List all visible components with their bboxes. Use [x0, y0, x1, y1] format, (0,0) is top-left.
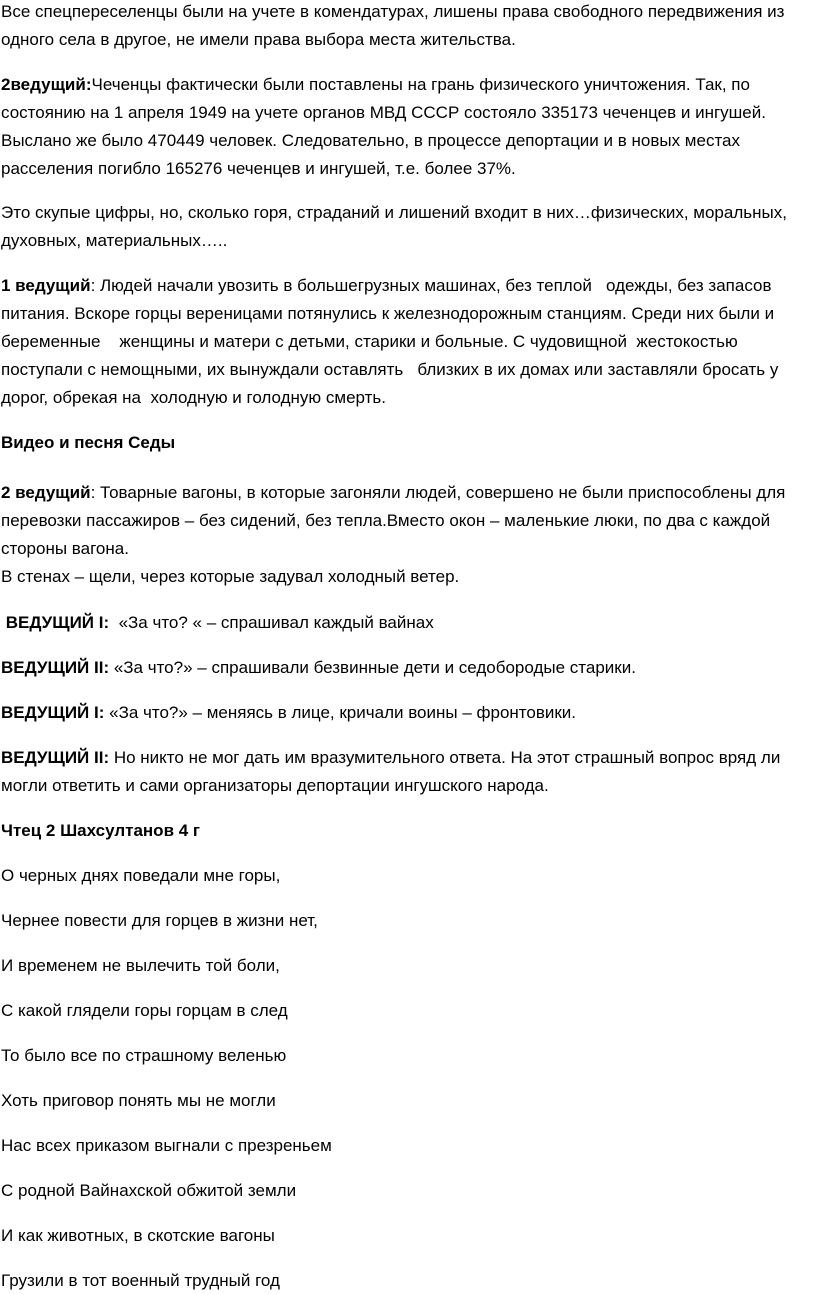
poem-line: И как животных, в скотские вагоны	[1, 1226, 275, 1245]
paragraph-host-i-question: ВЕДУЩИЙ I: «За что? « – спрашивал каждый вайнах	[1, 613, 434, 632]
paragraph-host-ii-answer: ВЕДУЩИЙ II: Но никто не мог дать им вразумительного ответа. На этот страшный вопрос вряд ли могли ответить и сами организаторы депортации ингушского народа.	[1, 748, 786, 795]
paragraph-video-song: Видео и песня Седы	[1, 433, 176, 452]
speaker-label: ВЕДУЩИЙ II:	[1, 658, 110, 677]
paragraph-host2-wagons: 2 ведущий: Товарные вагоны, в которые загоняли людей, совершено не были приспособлены для перевозки пассажиров – без сидений, без тепла.Вместо окон – маленькие люки, по два с каждой стороны вагона.	[1, 483, 791, 558]
paragraph-wall-cracks: В стенах – щели, через которые задувал холодный ветер.	[1, 567, 460, 586]
paragraph-host-ii-question: ВЕДУЩИЙ II: «За что?» – спрашивали безвинные дети и седобородые старики.	[1, 658, 636, 677]
speaker-label: 1 ведущий	[1, 276, 91, 295]
poem-line: Хоть приговор понять мы не могли	[1, 1091, 276, 1110]
poem-line: То было все по страшному веленью	[1, 1046, 287, 1065]
poem-line: Грузили в тот военный трудный год	[1, 1271, 280, 1290]
poem-line: С родной Вайнахской обжитой земли	[1, 1181, 297, 1200]
speaker-label: ВЕДУЩИЙ I:	[1, 613, 110, 632]
paragraph-host-i-warriors: ВЕДУЩИЙ I: «За что?» – меняясь в лице, кричали воины – фронтовики.	[1, 703, 577, 722]
paragraph-host2-statistics: 2ведущий:Чеченцы фактически были поставлены на грань физического уничтожения. Так, по состоянию на 1 апреля 1949 на учете органов МВД СССР состояло 335173 чеченцев и ингушей. Выслано же было 470449 человек. Следовательно, в процессе депортации и в новых местах расселения погибло 165276 чеченцев и ингушей, т.е. более 37%.	[1, 75, 771, 178]
speaker-label: ВЕДУЩИЙ I:	[1, 703, 105, 722]
speaker-label: 2ведущий:	[1, 75, 92, 94]
poem-line: С какой глядели горы горцам в след	[1, 1001, 288, 1020]
poem-line: Нас всех приказом выгнали с презреньем	[1, 1136, 332, 1155]
paragraph-figures: Это скупые цифры, но, сколько горя, страданий и лишений входит в них…физических, моральных, духовных, материальных…..	[1, 203, 792, 250]
poem-line: О черных днях поведали мне горы,	[1, 866, 281, 885]
paragraph-reader-heading: Чтец 2 Шахсултанов 4 г	[1, 821, 200, 840]
poem-line: Чернее повести для горцев в жизни нет,	[1, 911, 318, 930]
paragraph-host1-trucks: 1 ведущий: Людей начали увозить в большегрузных машинах, без теплой одежды, без запасов питания. Вскоре горцы вереницами потянулись к железнодорожным станциям. Среди них были и беременные женщины и матери с детьми, старики и больные. С чудовищной жестокостью поступали с немощными, их вынуждали оставлять близких в их домах или заставляли бросать у дорог, обрекая на холодную и голодную смерть.	[1, 276, 784, 407]
speaker-label: 2 ведущий	[1, 483, 91, 502]
speaker-label: ВЕДУЩИЙ II:	[1, 748, 110, 767]
poem-line: И временем не вылечить той боли,	[1, 956, 280, 975]
poem	[1, 862, 816, 1295]
paragraph-intro: Все спецпереселенцы были на учете в комендатурах, лишены права свободного передвижения из одного села в другое, не имели права выбора места жительства.	[1, 2, 790, 49]
